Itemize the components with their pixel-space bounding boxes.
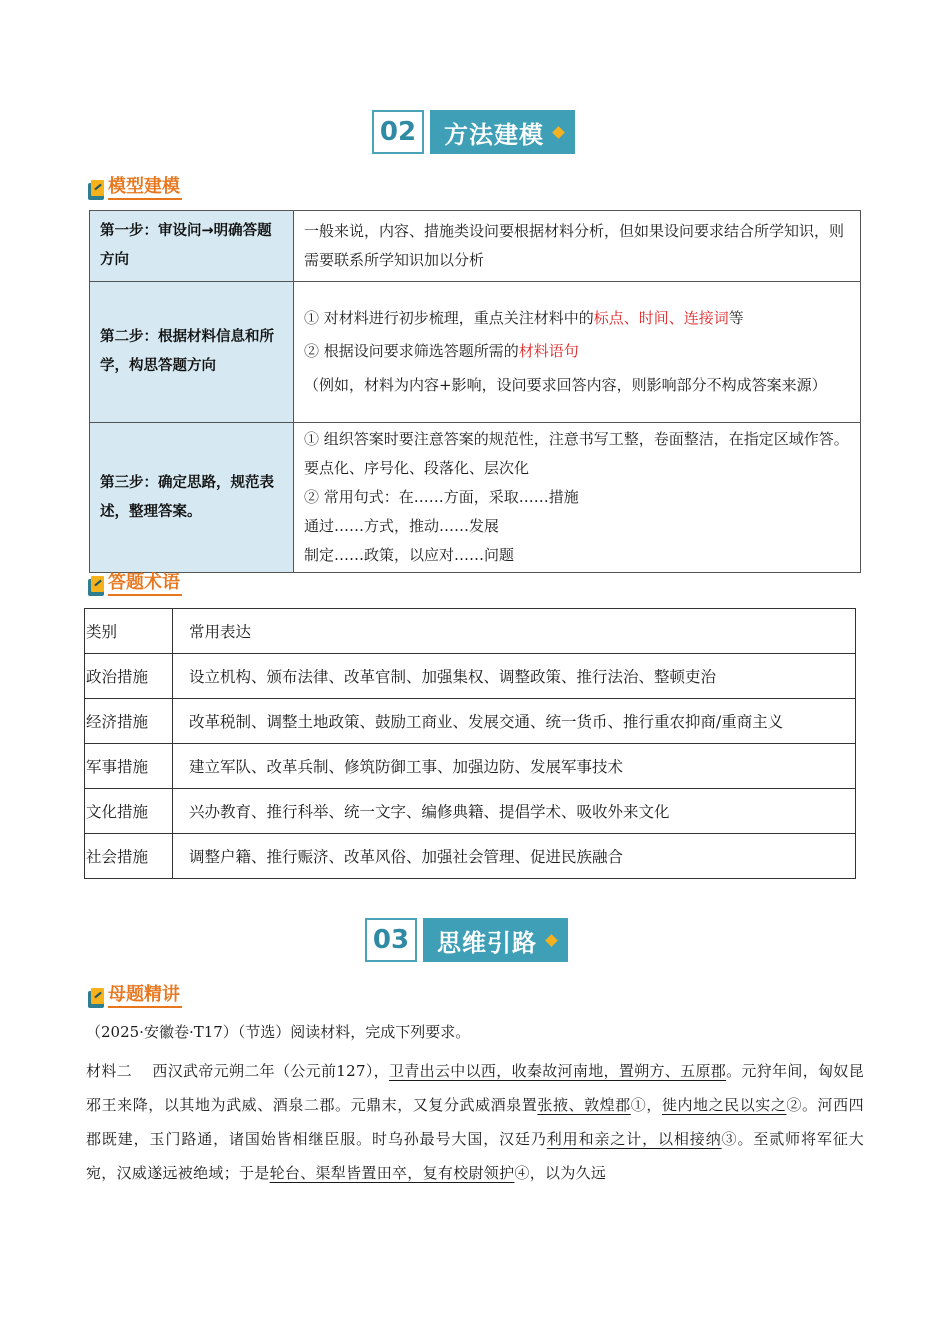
expression-cell: 改革税制、调整土地政策、鼓励工商业、发展交通、统一货币、推行重农抑商/重商主义 [173, 699, 856, 744]
desc-text: 等 [728, 309, 744, 327]
table-row [85, 699, 856, 744]
notebook-pencil-icon [88, 576, 106, 596]
table-row [85, 789, 856, 834]
terms-heading-label: 答题术语 [108, 572, 182, 596]
desc-line: 制定……政策，以应对……问题 [304, 546, 515, 564]
step-cell: 第一步：审设问→明确答题方向 [90, 211, 294, 282]
category-cell: 文化措施 [85, 789, 173, 834]
terms-heading [88, 570, 182, 596]
category-cell: 社会措施 [85, 834, 173, 879]
model-row-1 [90, 211, 861, 282]
category-cell: 经济措施 [85, 699, 173, 744]
section-number: 03 [365, 918, 417, 962]
expression-cell: 调整户籍、推行赈济、改革风俗、加强社会管理、促进民族融合 [173, 834, 856, 879]
desc-cell [294, 423, 861, 573]
notebook-pencil-icon [88, 988, 106, 1008]
expression-cell: 设立机构、颁布法律、改革官制、加强集权、调整政策、推行法治、整顿吏治 [173, 654, 856, 699]
underlined-text: 利用和亲之计，以相接纳 [546, 1130, 722, 1148]
desc-line [304, 334, 850, 368]
model-table [89, 210, 861, 573]
mother-heading [88, 982, 182, 1008]
section-title [430, 110, 575, 154]
diamond-icon [552, 126, 565, 139]
column-header: 常用表达 [173, 609, 856, 654]
section-number: 02 [372, 110, 424, 154]
material-passage [86, 1054, 864, 1190]
diamond-icon [545, 934, 558, 947]
expression-cell: 兴办教育、推行科举、统一文字、编修典籍、提倡学术、吸收外来文化 [173, 789, 856, 834]
question-intro: （2025·安徽卷·T17）（节选）阅读材料，完成下列要求。 [86, 1023, 471, 1041]
underlined-text: 张掖、敦煌郡 [537, 1096, 631, 1114]
column-header: 类别 [85, 609, 173, 654]
desc-cell: 一般来说，内容、措施类设问要根据材料分析，但如果设问要求结合所学知识，则需要联系所学知识加以分析 [294, 211, 861, 282]
model-row-2 [90, 282, 861, 423]
highlight-text: 标点、时间、连接词 [593, 309, 729, 327]
desc-line: ① 组织答案时要注意答案的规范性，注意书写工整，卷面整洁，在指定区域作答。要点化、序号化、段落化、层次化 [304, 430, 849, 477]
model-heading [88, 174, 182, 200]
desc-line [304, 302, 850, 334]
desc-text: ② 根据设问要求筛选答题所需的 [304, 342, 519, 360]
passage-text: ①， [630, 1096, 662, 1114]
model-heading-label: 模型建模 [108, 176, 182, 200]
model-row-3 [90, 423, 861, 573]
highlight-text: 材料语句 [518, 342, 579, 360]
category-cell: 政治措施 [85, 654, 173, 699]
table-row [85, 834, 856, 879]
underlined-text: 卫青出云中以西，收秦故河南地，置朔方、五原郡 [388, 1062, 727, 1080]
terms-table [84, 608, 856, 879]
passage-text: ②。河西四郡既建，玉门路通，诸国始皆相继臣服。时乌孙最号大国，汉廷乃 [86, 1096, 864, 1148]
passage-text: 。元狩年间，匈奴昆邪王来降，以其地为武威、酒泉二郡。元鼎末，又复分武威酒泉置 [86, 1062, 864, 1114]
passage-text: ③。至贰师将军征大宛，汉威遂远被绝域；于是 [86, 1130, 865, 1182]
underlined-text: 徙内地之民以实之 [661, 1096, 787, 1114]
desc-line: （例如，材料为内容+影响，设问要求回答内容，则影响部分不构成答案来源） [304, 376, 827, 394]
step-cell: 第三步：确定思路，规范表述，整理答案。 [90, 423, 294, 573]
table-header-row [85, 609, 856, 654]
section-title [423, 918, 568, 962]
section-title-text: 思维引路 [437, 928, 537, 957]
desc-text: ① 对材料进行初步梳理，重点关注材料中的 [304, 309, 594, 327]
passage-text: 材料二 西汉武帝元朔二年（公元前127）， [86, 1062, 389, 1080]
section-banner-02 [372, 110, 575, 154]
step-cell: 第二步：根据材料信息和所学，构思答题方向 [90, 282, 294, 423]
section-banner-03 [365, 918, 568, 962]
underlined-text: 轮台、渠犁皆置田卒，复有校尉领护 [269, 1164, 515, 1182]
table-row [85, 744, 856, 789]
category-cell: 军事措施 [85, 744, 173, 789]
table-row [85, 654, 856, 699]
section-title-text: 方法建模 [444, 120, 544, 149]
mother-heading-label: 母题精讲 [108, 984, 182, 1008]
desc-cell [294, 282, 861, 423]
notebook-pencil-icon [88, 180, 106, 200]
passage-text: ④，以为久远 [514, 1164, 607, 1182]
expression-cell: 建立军队、改革兵制、修筑防御工事、加强边防、发展军事技术 [173, 744, 856, 789]
desc-line: 通过……方式，推动……发展 [304, 517, 500, 535]
desc-line: ② 常用句式：在……方面，采取……措施 [304, 488, 579, 506]
